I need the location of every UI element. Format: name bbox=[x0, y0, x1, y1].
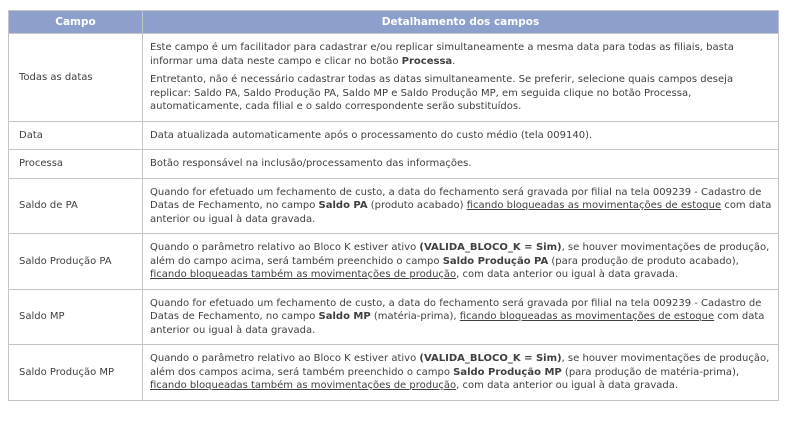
detalhamento-cell bbox=[143, 178, 779, 234]
column-header-detalhamento: Detalhamento dos campos bbox=[143, 11, 779, 34]
campo-cell: Processa bbox=[9, 150, 143, 179]
campo-cell: Saldo de PA bbox=[9, 178, 143, 234]
underlined-emphasis: ficando bloqueadas as movimentações de estoque bbox=[459, 311, 715, 322]
text-segment: , com data anterior ou igual à data gravada. bbox=[456, 269, 679, 280]
campo-cell: Saldo Produção PA bbox=[9, 234, 143, 290]
text-segment: , se houver movimentações de produção, além dos campos acima, será também preenchido o campo bbox=[150, 353, 770, 378]
bold-emphasis: (VALIDA_BLOCO_K = Sim) bbox=[419, 353, 562, 364]
table-row bbox=[9, 345, 779, 401]
underlined-emphasis: ficando bloqueadas também as movimentações de produção bbox=[150, 380, 457, 391]
text-segment: Quando o parâmetro relativo ao Bloco K estiver ativo bbox=[150, 242, 420, 253]
detalhamento-cell bbox=[143, 34, 779, 122]
text-segment: com data anterior ou igual à data gravada. bbox=[150, 311, 765, 336]
text-segment: Quando o parâmetro relativo ao Bloco K estiver ativo bbox=[150, 353, 420, 364]
table-row bbox=[9, 121, 779, 150]
text-segment: Entretanto, não é necessário cadastrar todas as datas simultaneamente. Se preferir, selecione quais campos deseja replicar: Saldo PA, Saldo Produção PA, Saldo MP e Saldo Produção MP, em seguida clique no botão Processa, automaticamente, cada filial e o saldo correspondente serão substituídos. bbox=[150, 74, 734, 112]
bold-emphasis: Saldo MP bbox=[318, 311, 371, 322]
description-paragraph bbox=[150, 73, 772, 114]
detalhamento-cell bbox=[143, 150, 779, 179]
table-row bbox=[9, 178, 779, 234]
text-segment: (para produção de matéria-prima), bbox=[561, 366, 740, 378]
description-paragraph bbox=[150, 129, 772, 143]
campo-cell: Saldo Produção MP bbox=[9, 345, 143, 401]
text-segment: , se houver movimentações de produção, além do campo acima, será também preenchido o campo bbox=[150, 242, 770, 267]
text-segment: com data anterior ou igual à data gravada. bbox=[150, 200, 772, 225]
campo-cell: Todas as datas bbox=[9, 34, 143, 122]
table-row bbox=[9, 289, 779, 345]
underlined-emphasis: ficando bloqueadas também as movimentações de produção bbox=[150, 269, 457, 280]
table-row bbox=[9, 150, 779, 179]
description-paragraph bbox=[150, 41, 772, 68]
detalhamento-cell bbox=[143, 289, 779, 345]
text-segment: Quando for efetuado um fechamento de custo, a data do fechamento será gravada por filial na tela 009239 - Cadastro de Datas de Fechamento, no campo bbox=[150, 297, 762, 322]
description-paragraph bbox=[150, 297, 772, 338]
table-body bbox=[9, 34, 779, 401]
bold-emphasis: Saldo Produção MP bbox=[453, 366, 562, 378]
text-segment: . bbox=[452, 55, 456, 67]
text-segment: Quando for efetuado um fechamento de custo, a data do fechamento será gravada por filial na tela 009239 - Cadastro de Datas de Fechamento, no campo bbox=[150, 186, 762, 211]
bold-emphasis: Saldo PA bbox=[318, 200, 368, 211]
text-segment: , com data anterior ou igual à data gravada. bbox=[456, 380, 679, 391]
text-segment: Data atualizada automaticamente após o processamento do custo médio (tela 009140). bbox=[150, 129, 593, 141]
table-row bbox=[9, 234, 779, 290]
bold-emphasis: (VALIDA_BLOCO_K = Sim) bbox=[419, 242, 562, 253]
header-row bbox=[9, 11, 779, 34]
description-paragraph bbox=[150, 157, 772, 171]
text-segment: Botão responsável na inclusão/processamento das informações. bbox=[150, 158, 472, 169]
description-paragraph bbox=[150, 352, 772, 393]
campo-cell: Data bbox=[9, 121, 143, 150]
field-details-table bbox=[8, 10, 779, 401]
detalhamento-cell bbox=[143, 345, 779, 401]
detalhamento-cell bbox=[143, 121, 779, 150]
table-row bbox=[9, 34, 779, 122]
detalhamento-cell bbox=[143, 234, 779, 290]
campo-cell: Saldo MP bbox=[9, 289, 143, 345]
text-segment: Este campo é um facilitador para cadastrar e/ou replicar simultaneamente a mesma data para todas as filiais, basta informar uma data neste campo e clicar no botão bbox=[150, 42, 734, 67]
underlined-emphasis: ficando bloqueadas as movimentações de estoque bbox=[466, 200, 722, 211]
column-header-campo: Campo bbox=[9, 11, 143, 34]
text-segment: (produto acabado) bbox=[367, 200, 467, 211]
description-paragraph bbox=[150, 241, 772, 282]
table-header bbox=[9, 11, 779, 34]
text-segment: (para produção de produto acabado), bbox=[548, 255, 739, 267]
bold-emphasis: Processa bbox=[401, 55, 453, 67]
text-segment: (matéria-prima), bbox=[370, 311, 460, 322]
bold-emphasis: Saldo Produção PA bbox=[442, 255, 549, 267]
description-paragraph bbox=[150, 186, 772, 227]
